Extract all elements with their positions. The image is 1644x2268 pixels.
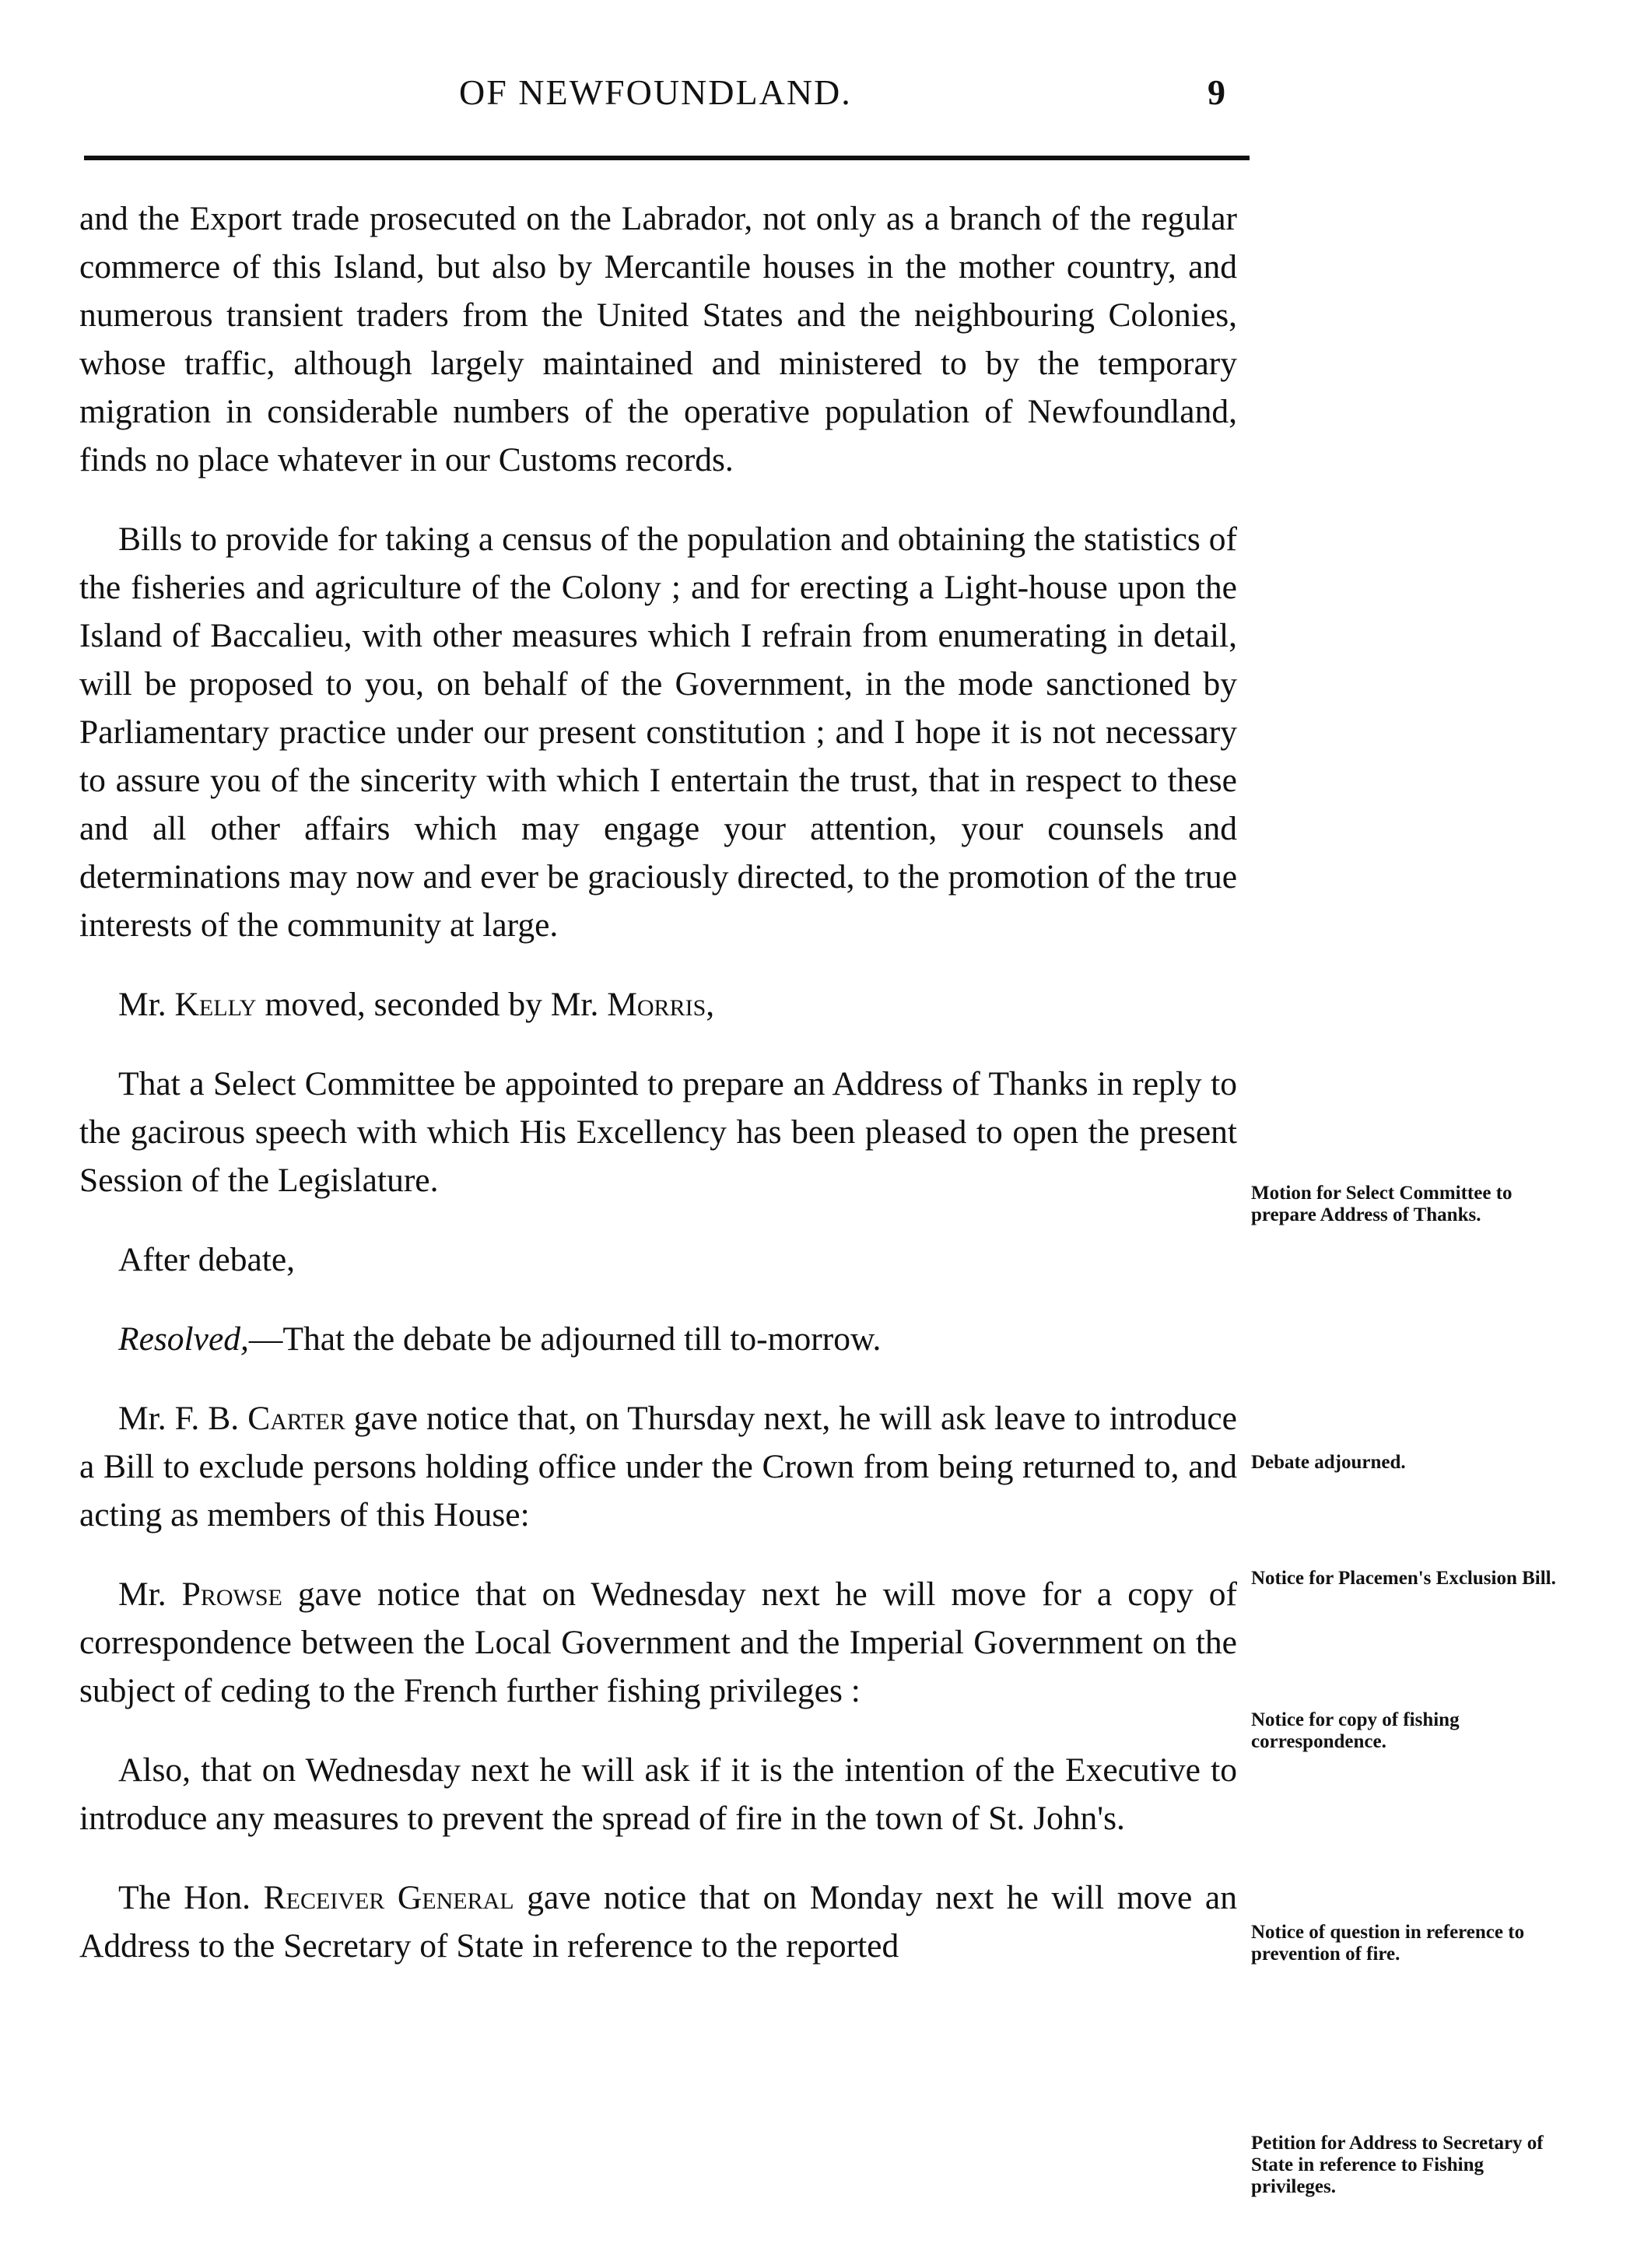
paragraph-carter-notice bbox=[79, 1394, 1237, 1539]
paragraph-export-trade: and the Export trade prosecuted on the Labrador, not only as a branch of the regular commerce of this Island, but also by Mercantile houses in the mother country, and numerous transient traders from the United States and the neighbouring Colonies, whose traffic, although largely maintained and ministered to by the temporary migration in considerable numbers of the operative population of Newfoundland, finds no place whatever in our Customs records. bbox=[79, 200, 1237, 478]
marginal-note-placemen-bill: Notice for Placemen's Exclusion Bill. bbox=[1251, 1568, 1556, 1589]
prowse-text: gave notice that on Wednesday next he will move for a copy of correspondence between the Local Government and the Imperial Government on the subject of ceding to the French further fishing privileges : bbox=[79, 1576, 1238, 1709]
motion-suffix: , bbox=[706, 986, 715, 1023]
carter-prefix: Mr. F. B. bbox=[118, 1400, 248, 1437]
member-name-receiver-general: Receiver General bbox=[263, 1879, 514, 1916]
paragraph-receiver-general bbox=[79, 1874, 1237, 1970]
receiver-prefix: The Hon. bbox=[118, 1879, 264, 1916]
header-rule bbox=[84, 156, 1250, 160]
body-text bbox=[79, 195, 1237, 2001]
carter-text: gave notice that, on Thursday next, he will ask leave to introduce a Bill to exclude persons holding office under the Crown from being returned to, and acting as members of this House: bbox=[79, 1400, 1237, 1534]
resolved-text: —That the debate be adjourned till to-morrow. bbox=[248, 1320, 882, 1358]
paragraph-bills-census: Bills to provide for taking a census of the population and obtaining the statistics of the fisheries and agriculture of the Colony ; and for erecting a Light-house upon the Island of Baccalieu, with other measures which I refrain from enumerating in detail, will be proposed to you, on behalf of the Government, in the mode sanctioned by Parliamentary practice under our present constitution ; and I hope it is not necessary to assure you of the sincerity with which I entertain the trust, that in respect to these and all other affairs which may engage your attention, your counsels and determinations may now and ever be graciously directed, to the promotion of the true interests of the community at large. bbox=[79, 521, 1237, 944]
paragraph-select-committee: That a Select Committee be appointed to prepare an Address of Thanks in reply to the gacirous speech with which His Excellency has been pleased to open the present Session of the Legislature. bbox=[79, 1065, 1237, 1199]
paragraph-fire-question: Also, that on Wednesday next he will ask if it is the intention of the Executive to introduce any measures to prevent the spread of fire in the town of St. John's. bbox=[79, 1751, 1237, 1837]
marginal-note-select-committee: Motion for Select Committee to prepare Address of Thanks. bbox=[1251, 1183, 1513, 1225]
member-name-carter: Carter bbox=[247, 1400, 345, 1437]
marginal-note-fishing-correspondence: Notice for copy of fishing correspondence. bbox=[1251, 1709, 1460, 1752]
member-name-kelly: Kelly bbox=[174, 986, 257, 1023]
paragraph-after-debate: After debate, bbox=[118, 1241, 296, 1278]
member-name-prowse: Prowse bbox=[181, 1576, 282, 1613]
motion-prefix: Mr. bbox=[118, 986, 175, 1023]
marginal-note-fishing-privileges: Petition for Address to Secretary of State in reference to Fishing privileges. bbox=[1251, 2133, 1544, 2197]
paragraph-resolved bbox=[79, 1315, 1237, 1363]
receiver-text: gave notice that on Monday next he will move an Address to the Secretary of State in reference to the reported bbox=[79, 1879, 1237, 1965]
prowse-prefix: Mr. bbox=[118, 1576, 182, 1613]
paragraph-motion-kelly bbox=[79, 980, 1237, 1029]
paragraph-prowse-notice bbox=[79, 1570, 1237, 1715]
member-name-morris: Morris bbox=[607, 986, 706, 1023]
resolved-label: Resolved, bbox=[118, 1320, 249, 1358]
marginal-note-debate-adjourned: Debate adjourned. bbox=[1251, 1452, 1406, 1473]
running-title: OF NEWFOUNDLAND. bbox=[459, 72, 852, 112]
running-head bbox=[0, 72, 1644, 118]
page-number: 9 bbox=[1208, 72, 1225, 112]
motion-seconded: moved, seconded by Mr. bbox=[256, 986, 608, 1023]
marginal-note-fire-prevention: Notice of question in reference to prevention of fire. bbox=[1251, 1922, 1525, 1965]
